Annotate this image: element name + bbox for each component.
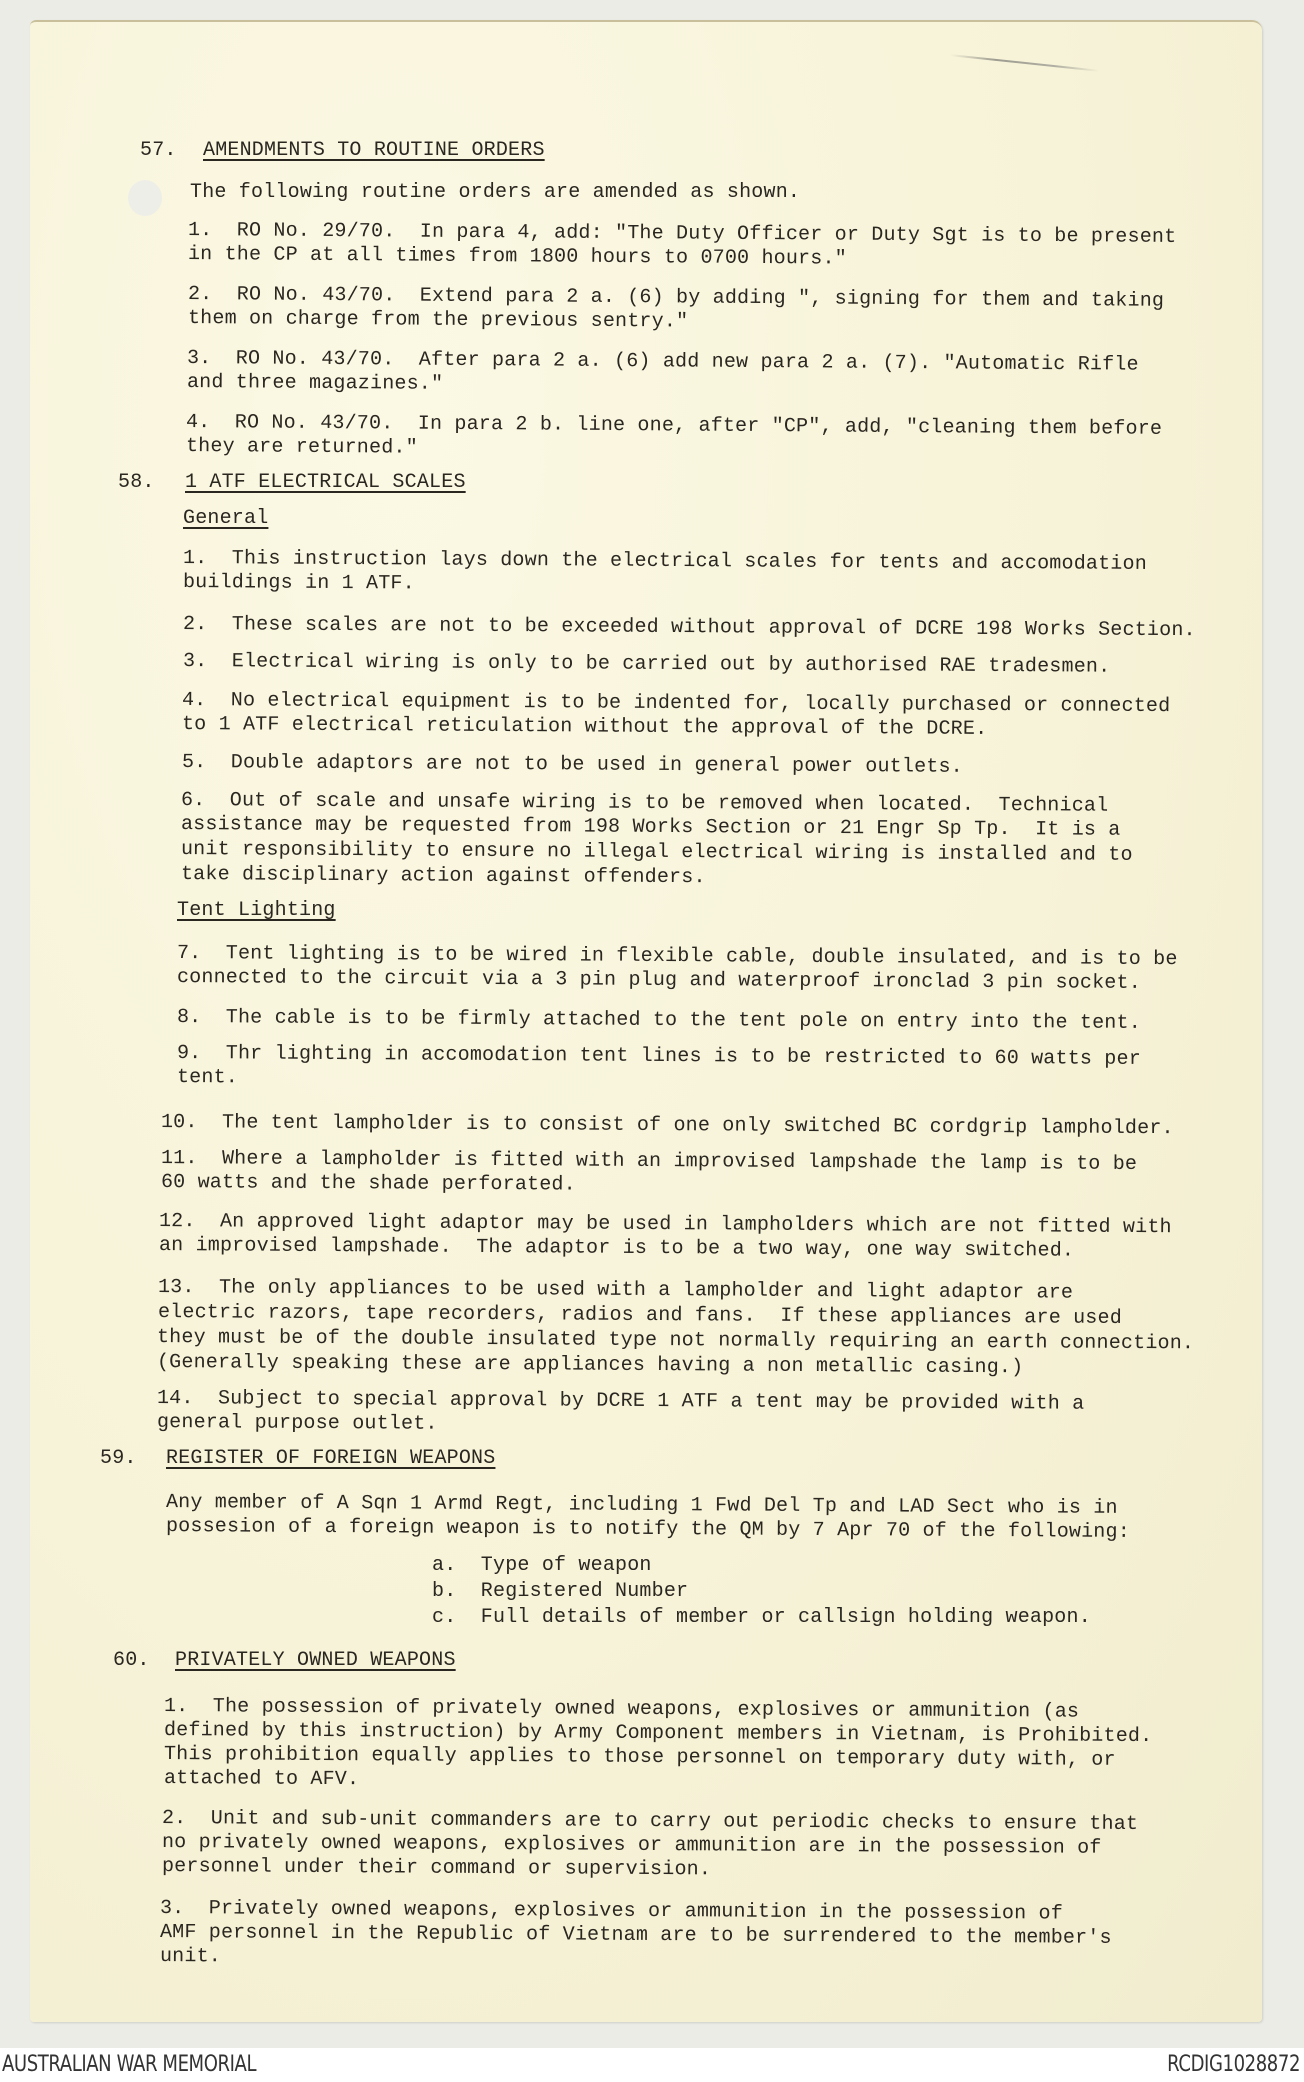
text-line: no privately owned weapons, explosives or ammunition are in the possession of	[161, 1831, 1102, 1860]
text-line: 3. RO No. 43/70. After para 2 a. (6) add new para 2 a. (7). "Automatic Rifle	[186, 347, 1139, 377]
text-line: 9. Thr lighting in accomodation tent lines is to be restricted to 60 watts per	[176, 1042, 1142, 1071]
text-line: 12. An approved light adaptor may be used in lampholders which are not fitted with	[158, 1210, 1172, 1240]
text-line: This prohibition equally applies to those personnel on temporary duty with, or	[163, 1743, 1116, 1772]
text-line: 4. RO No. 43/70. In para 2 b. line one, after "CP", add, "cleaning them before	[185, 411, 1163, 441]
text-line: 6. Out of scale and unsafe wiring is to be removed when located. Technical	[180, 789, 1109, 818]
text-line: 60 watts and the shade perforated.	[160, 1171, 576, 1197]
text-line: an improvised lampshade. The adaptor is to be a two way, one way switched.	[158, 1234, 1075, 1263]
text-line: take disciplinary action against offenders.	[180, 863, 706, 890]
section-58-title: 1 ATF ELECTRICAL SCALES	[185, 471, 466, 494]
section-57-intro: The following routine orders are amended as shown.	[190, 181, 801, 204]
subheading-general: General	[183, 507, 269, 530]
section-59-number: 59.	[100, 1447, 137, 1470]
footer-institution: AUSTRALIAN WAR MEMORIAL	[2, 2052, 257, 2077]
text-line: electric razors, tape recorders, radios and fans. If these appliances are used	[157, 1301, 1123, 1330]
section-60-number: 60.	[113, 1649, 150, 1672]
text-line: tent.	[176, 1066, 239, 1090]
punch-hole	[128, 180, 162, 216]
text-line: 7. Tent lighting is to be wired in flexible cable, double insulated, and is to be	[176, 942, 1178, 972]
text-line: they must be of the double insulated type not normally requiring an earth connection.	[156, 1326, 1195, 1356]
list-item: b. Registered Number	[432, 1580, 689, 1603]
text-line: unit.	[159, 1945, 222, 1969]
text-line: assistance may be requested from 198 Works Section or 21 Engr Sp Tp. It is a	[180, 813, 1121, 842]
text-line: them on charge from the previous sentry."	[187, 307, 689, 334]
text-line: 13. The only appliances to be used with a lampholder and light adaptor are	[157, 1276, 1074, 1305]
list-item: c. Full details of member or callsign holding weapon.	[432, 1606, 1091, 1629]
text-line: AMF personnel in the Republic of Vietnam are to be surrendered to the member's	[159, 1921, 1112, 1950]
text-line: 2. These scales are not to be exceeded without approval of DCRE 198 Works Section.	[182, 613, 1196, 643]
section-59-title: REGISTER OF FOREIGN WEAPONS	[166, 1447, 496, 1470]
text-line: 10. The tent lampholder is to consist of one only switched BC cordgrip lampholder.	[160, 1111, 1174, 1141]
text-line: 5. Double adaptors are not to be used in general power outlets.	[181, 751, 963, 779]
text-line: in the CP at all times from 1800 hours to 0700 hours."	[187, 243, 847, 271]
text-line: 1. RO No. 29/70. In para 4, add: "The Duty Officer or Duty Sgt is to be present	[187, 219, 1177, 249]
section-58-number: 58.	[118, 471, 155, 494]
text-line: 3. Electrical wiring is only to be carried out by authorised RAE tradesmen.	[182, 650, 1111, 679]
text-line: 4. No electrical equipment is to be indented for, locally purchased or connected	[181, 689, 1171, 719]
text-line: 1. The possession of privately owned weapons, explosives or ammunition (as	[163, 1695, 1080, 1724]
text-line: 1. This instruction lays down the electrical scales for tents and accomodation	[182, 547, 1148, 576]
section-60-title: PRIVATELY OWNED WEAPONS	[175, 1649, 456, 1672]
text-line: buildings in 1 ATF.	[182, 571, 415, 596]
section-57-title: AMENDMENTS TO ROUTINE ORDERS	[203, 139, 545, 162]
text-line: 8. The cable is to be firmly attached to the tent pole on entry into the tent.	[176, 1006, 1142, 1035]
text-line: general purpose outlet.	[156, 1411, 438, 1436]
text-line: 3. Privately owned weapons, explosives or ammunition in the possession of	[159, 1897, 1064, 1926]
text-line: attached to AFV.	[163, 1767, 360, 1792]
text-line: (Generally speaking these are appliances having a non metallic casing.)	[156, 1351, 1024, 1380]
text-line: 11. Where a lampholder is fitted with an improvised lampshade the lamp is to be	[160, 1147, 1138, 1176]
list-item: a. Type of weapon	[432, 1554, 652, 1577]
text-line: and three magazines."	[186, 371, 444, 396]
footer-record-id: RCDIG1028872	[1167, 2052, 1300, 2077]
text-line: 2. RO No. 43/70. Extend para 2 a. (6) by adding ", signing for them and taking	[187, 283, 1165, 313]
text-line: personnel under their command or supervision.	[161, 1855, 712, 1882]
text-line: 14. Subject to special approval by DCRE 1 ATF a tent may be provided with a	[156, 1387, 1085, 1416]
text-line: connected to the circuit via a 3 pin plug and waterproof ironclad 3 pin socket.	[176, 966, 1142, 995]
text-line: to 1 ATF electrical reticulation without the approval of the DCRE.	[181, 713, 988, 741]
text-line: defined by this instruction) by Army Component members in Vietnam, is Prohibited.	[163, 1719, 1153, 1749]
text-line: unit responsibility to ensure no illegal electrical wiring is installed and to	[180, 838, 1133, 867]
text-line: they are returned."	[185, 435, 418, 460]
subheading-tent-lighting: Tent Lighting	[177, 899, 336, 922]
text-line: 2. Unit and sub-unit commanders are to carry out periodic checks to ensure that	[161, 1807, 1139, 1836]
section-57-number: 57.	[140, 139, 177, 162]
text-line: Any member of A Sqn 1 Armd Regt, including 1 Fwd Del Tp and LAD Sect who is in	[165, 1491, 1118, 1520]
text-line: possesion of a foreign weapon is to notify the QM by 7 Apr 70 of the following:	[165, 1515, 1131, 1544]
